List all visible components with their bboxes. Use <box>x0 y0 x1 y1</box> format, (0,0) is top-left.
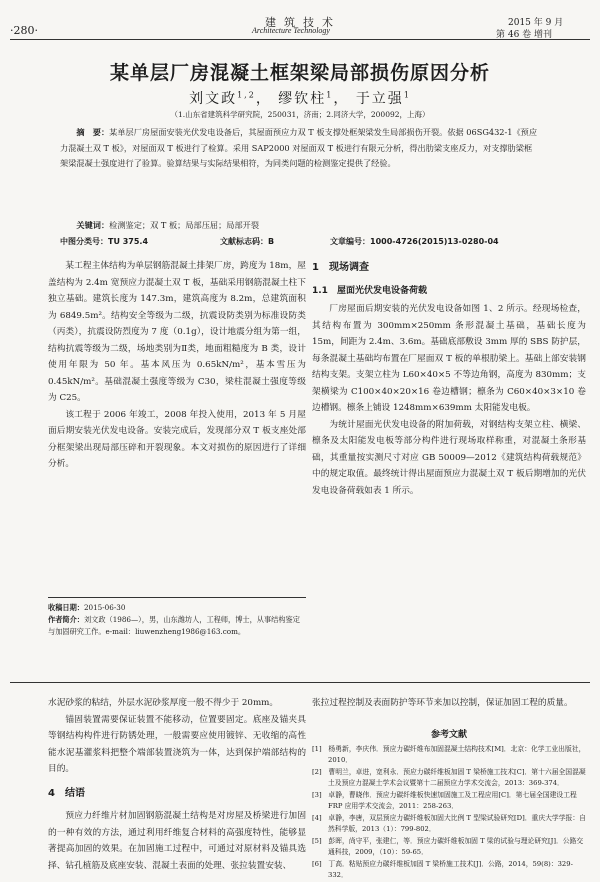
column-right-upper <box>312 258 586 499</box>
author-list: 刘文政$^{1,2}$， 缪钦柱$^1$， 于立强$^1$ <box>189 90 411 107</box>
page-number: ·280· <box>10 24 38 37</box>
paragraph: 该工程于 2006 年竣工，2008 年投入使用，2013 年 5 月屋面后期安装光伏发电设备。安装完成后，发现部分双 T 板支座处部分框架梁出现局部压碎和开裂现象。本文对损伤的原因进行了详细分析。 <box>48 409 306 469</box>
footnote-rule <box>48 597 306 598</box>
paragraph: 水泥砂浆的粘结，外层水泥砂浆厚度一般不得少于 20mm。 <box>48 698 279 708</box>
abstract-text: 某单层厂房屋面安装光伏发电设备后，其屋面预应力双 T 板支撑处框架梁发生局部损伤开裂。依据 06SG432-1《预应力混凝土双 T 板》，对屋面双 T 板进行了检算。采用 SAP2000 对屋面双 T 板进行有限元分析，得出肋梁支座反力，对支撑肋梁框架梁混凝土强度进行了验算。验算结果与实际结果相符，为同类问题的检测鉴定提供了经验。 <box>60 127 538 168</box>
paragraph: 张拉过程控制及表面防护等环节来加以控制，保证加固工程的质量。 <box>312 698 573 708</box>
journal-title-en: Architecture Technology <box>252 26 330 35</box>
article-number: 文章编号：1000-4726(2015)13-0280-04 <box>330 237 499 246</box>
received-label: 收稿日期： <box>48 603 84 612</box>
reference-item: [1] 杨勇新，李庆伟．预应力碳纤维布加固混凝土结构技术[M]．北京：化学工业出版社，2010． <box>312 745 586 764</box>
paragraph: 为统计屋面光伏发电设备的附加荷载，对钢结构支架立柱、横梁、檩条及太阳能发电板等部分构件进行现场取样称重，对混凝土条形基础，其重量按实测尺寸对应 GB 50009—2012《建筑结构荷载规范》中的规定取值。最终统计得出屋面预应力混凝土双 T 板后期增加的光伏发电设备荷载如表 1 所示。 <box>312 419 586 496</box>
column-left-lower <box>48 695 306 874</box>
paragraph: 预应力纤维片材加固钢筋混凝土结构是对房屋及桥梁进行加固的一种有效的方法，通过利用纤维复合材料的高强度特性，能够显著提高加固的效果。在加固施工过程中，可通过对原材料及锚具选择、钻孔植筋及底座安装、混凝土表面的处理、张拉装置安装、 <box>48 811 306 871</box>
document-code: 文献标志码：B <box>220 237 275 246</box>
author-info: 刘文政（1986—），男，山东潍坊人，工程师，博士，从事结构鉴定与加固研究工作。e-mail：liuwenzheng1986@163.com。 <box>48 615 300 636</box>
references-heading: 参考文献 <box>430 730 467 740</box>
column-right-lower <box>312 695 586 712</box>
author-name: 刘文政 <box>189 91 238 107</box>
section-heading: 4 结语 <box>48 787 85 799</box>
reference-item: [4] 卓静，李唐，双层预应力碳纤维板加固大比例 T 型梁试验研究[D]．重庆大学学报：自然科学版，2013（1）：799-802． <box>312 814 586 833</box>
abstract <box>60 125 540 172</box>
clc-number: 中图分类号：TU 375.4 <box>60 237 149 246</box>
section-heading: 1 现场调查 <box>312 262 369 273</box>
reference-item: [5] 彭晖，尚守平，张建仁，等．预应力碳纤维板加固 T 梁的试验与理论研究[J]．公路交通科技，2009，（10）：59-65． <box>312 837 584 856</box>
paragraph: 厂房屋面后期安装的光伏发电设备如图 1、2 所示。经现场检查，其结构布置为 300mm×250mm 条形混凝土基础，基础长度为 15m，间距为 2.4m、3.6m。基础底部敷设 3mm 厚的 SBS 防护层，每条混凝土基础均布置在厂屋面双 T 板的单根肋梁上。基础上部安装钢结构支架。支架立柱为 L60×40×5 不等边角钢，高度为 830mm；支架横梁为 C100×40×20×16 卷边槽钢；檩条为 C60×40×3×10 卷边槽钢。檩条上铺设 1248mm×639mm 太阳能发电板。 <box>312 304 586 413</box>
paragraph: 某工程主体结构为单层钢筋混凝土排架厂房，跨度为 18m，屋盖结构为 2.4m 宽预应力混凝土双 T 板，基础采用钢筋混凝土柱下独立基础。建筑长度为 147.3m，建筑高度为 8.2m，总建筑面积为 6849.5m²。结构安全等级为二级，抗震设防类别为标准设防类（丙类），抗震设防烈度为 7 度（0.1g），设计地震分组为第一组，结构抗震等级为二级，场地类别为Ⅱ类，地面粗糙度为 B 类，设计使用年限为 50 年。基本风压为 0.65kN/m²，基本雪压为 0.45kN/m²。基础混凝土强度等级为 C30，梁柱混凝土强度等级为 C25。 <box>48 261 306 403</box>
reference-item: [3] 卓静，曹晓伟．预应力碳纤维板快速加固施工及工程应用[C]．第七届全国建设工程 FRP 应用学术交流会，2011：258-263． <box>312 791 577 810</box>
reference-item: [6] 丁高．粘贴预应力碳纤维板加固 T 梁桥施工技术[J]．公路，2014，59(8)：329-332． <box>312 860 573 879</box>
keywords-text: 检测鉴定；双 T 板；局部压屈；局部开裂 <box>109 220 260 230</box>
affiliation: （1.山东省建筑科学研究院，250031，济南；2.同济大学，200092，上海） <box>170 110 430 119</box>
keywords <box>60 218 540 234</box>
issue-volume: 第 46 卷 增刊 <box>496 30 553 40</box>
author-affiliation-mark: 1,2 <box>237 90 256 100</box>
section-divider <box>10 682 590 683</box>
author-name: 于立强 <box>355 91 404 107</box>
keywords-label: 关键词： <box>76 220 110 230</box>
paragraph: 锚固装置需要保证装置不能移动，位置要固定。底座及锚夹具等钢结构构件进行防锈处理，一般需要应使用镀锌、无收缩的高性能水泥基灌浆料把整个端部装置浇筑为一体，达到保护端部结构的目的。 <box>48 714 306 774</box>
header-rule <box>10 39 590 40</box>
issue-date: 2015 年 9 月 <box>508 18 564 28</box>
subsection-heading: 1.1 屋面光伏发电设备荷载 <box>312 285 427 296</box>
paper-title: 某单层厂房混凝土框架梁局部损伤原因分析 <box>109 62 490 84</box>
author-affiliation-mark: 1 <box>326 90 334 100</box>
received-date: 2015-06-30 <box>83 603 126 612</box>
author-name: 缪钦柱 <box>278 91 327 107</box>
journal-title-cn: 建筑技术 <box>265 16 341 29</box>
reference-list <box>312 744 586 882</box>
author-info-label: 作者简介： <box>48 615 84 624</box>
author-affiliation-mark: 1 <box>403 90 411 100</box>
reference-item: [2] 曹明兰，卓进，宽利永．预应力碳纤维板加固 T 梁桥施工技术[C]．第十六届全国混凝土及预应力混凝土学术会议暨第十二届预应力学术交流会，2013：369-374． <box>312 768 586 787</box>
footnote <box>48 602 306 638</box>
abstract-label: 摘 要： <box>76 127 110 137</box>
column-left-upper <box>48 258 306 473</box>
